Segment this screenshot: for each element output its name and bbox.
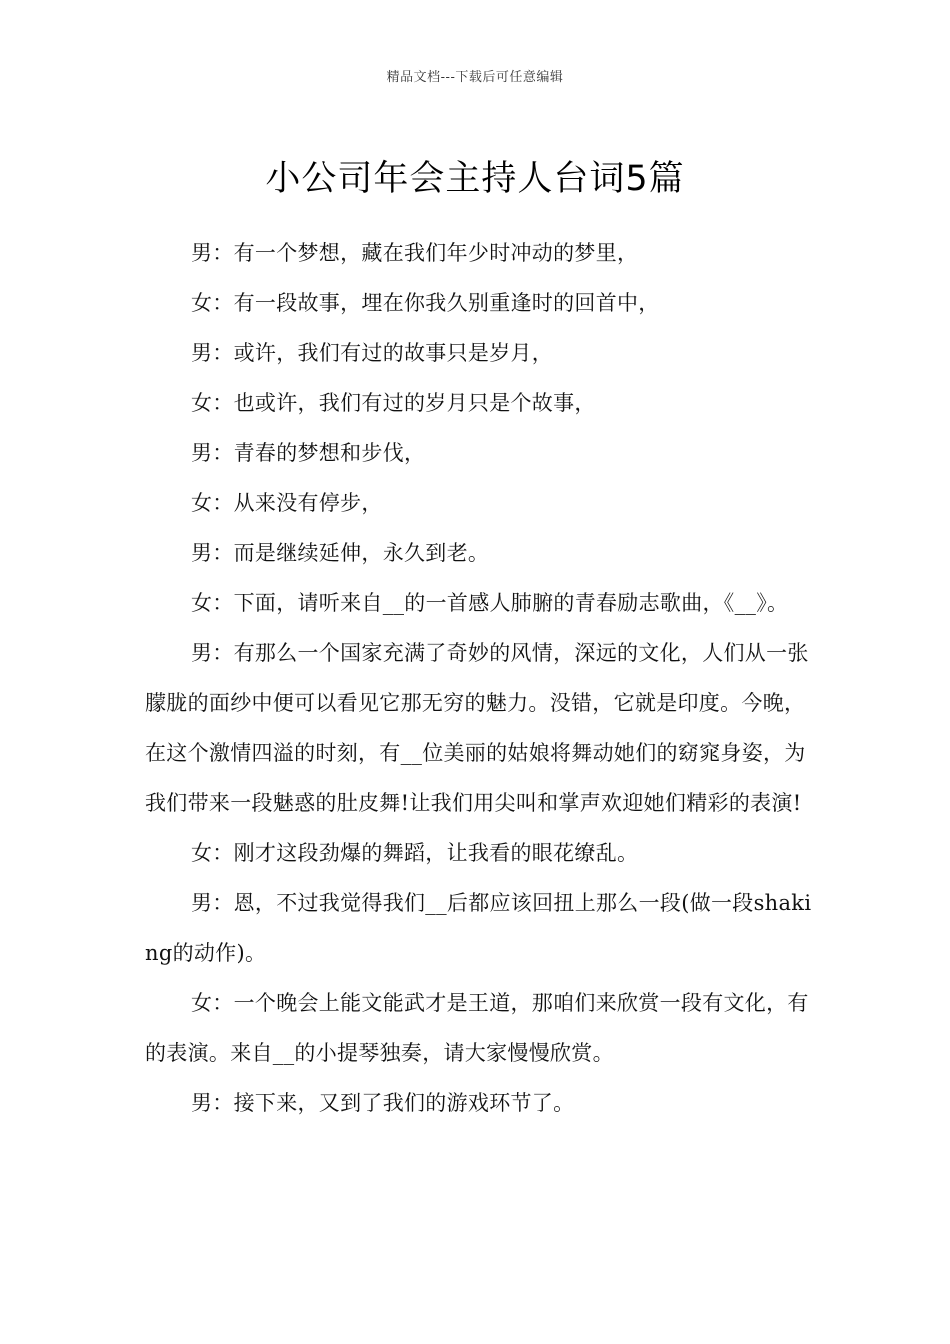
paragraph: 女：也或许，我们有过的岁月只是个故事， — [191, 391, 596, 415]
paragraph: 女：有一段故事，埋在你我久别重逢时的回首中， — [191, 291, 660, 315]
paragraph: 女：一个晚会上能文能武才是王道，那咱们来欣赏一段有文化，有的表演。来自__的小提琴独奏，请大家慢慢欣赏。 — [145, 991, 809, 1065]
paragraph: 男：有一个梦想，藏在我们年少时冲动的梦里， — [191, 241, 639, 265]
paragraph: 女：下面，请听来自__的一首感人肺腑的青春励志歌曲，《__》。 — [191, 591, 789, 615]
paragraph: 男：有那么一个国家充满了奇妙的风情，深远的文化，人们从一张朦胧的面纱中便可以看见它那无穷的魅力。没错，它就是印度。今晚，在这个激情四溢的时刻，有__位美丽的姑娘将舞动她们的窈窕身姿，为我们带来一段魅惑的肚皮舞!让我们用尖叫和掌声欢迎她们精彩的表演! — [145, 641, 809, 815]
paragraph: 女：刚才这段劲爆的舞蹈，让我看的眼花缭乱。 — [191, 841, 639, 865]
paragraph: 男：青春的梦想和步伐， — [191, 441, 426, 465]
document-title: 小公司年会主持人台词5篇 — [265, 159, 685, 200]
document-body — [145, 228, 825, 1128]
header-note: 精品文档---下载后可任意编辑 — [386, 70, 564, 85]
paragraph: 男：接下来，又到了我们的游戏环节了。 — [191, 1091, 575, 1115]
paragraph: 女：从来没有停步， — [191, 491, 383, 515]
paragraph: 男：恩，不过我觉得我们__后都应该回扭上那么一段(做一段shaking的动作)。 — [145, 891, 812, 965]
paragraph: 男：或许，我们有过的故事只是岁月， — [191, 341, 554, 365]
paragraph: 男：而是继续延伸，永久到老。 — [191, 541, 490, 565]
